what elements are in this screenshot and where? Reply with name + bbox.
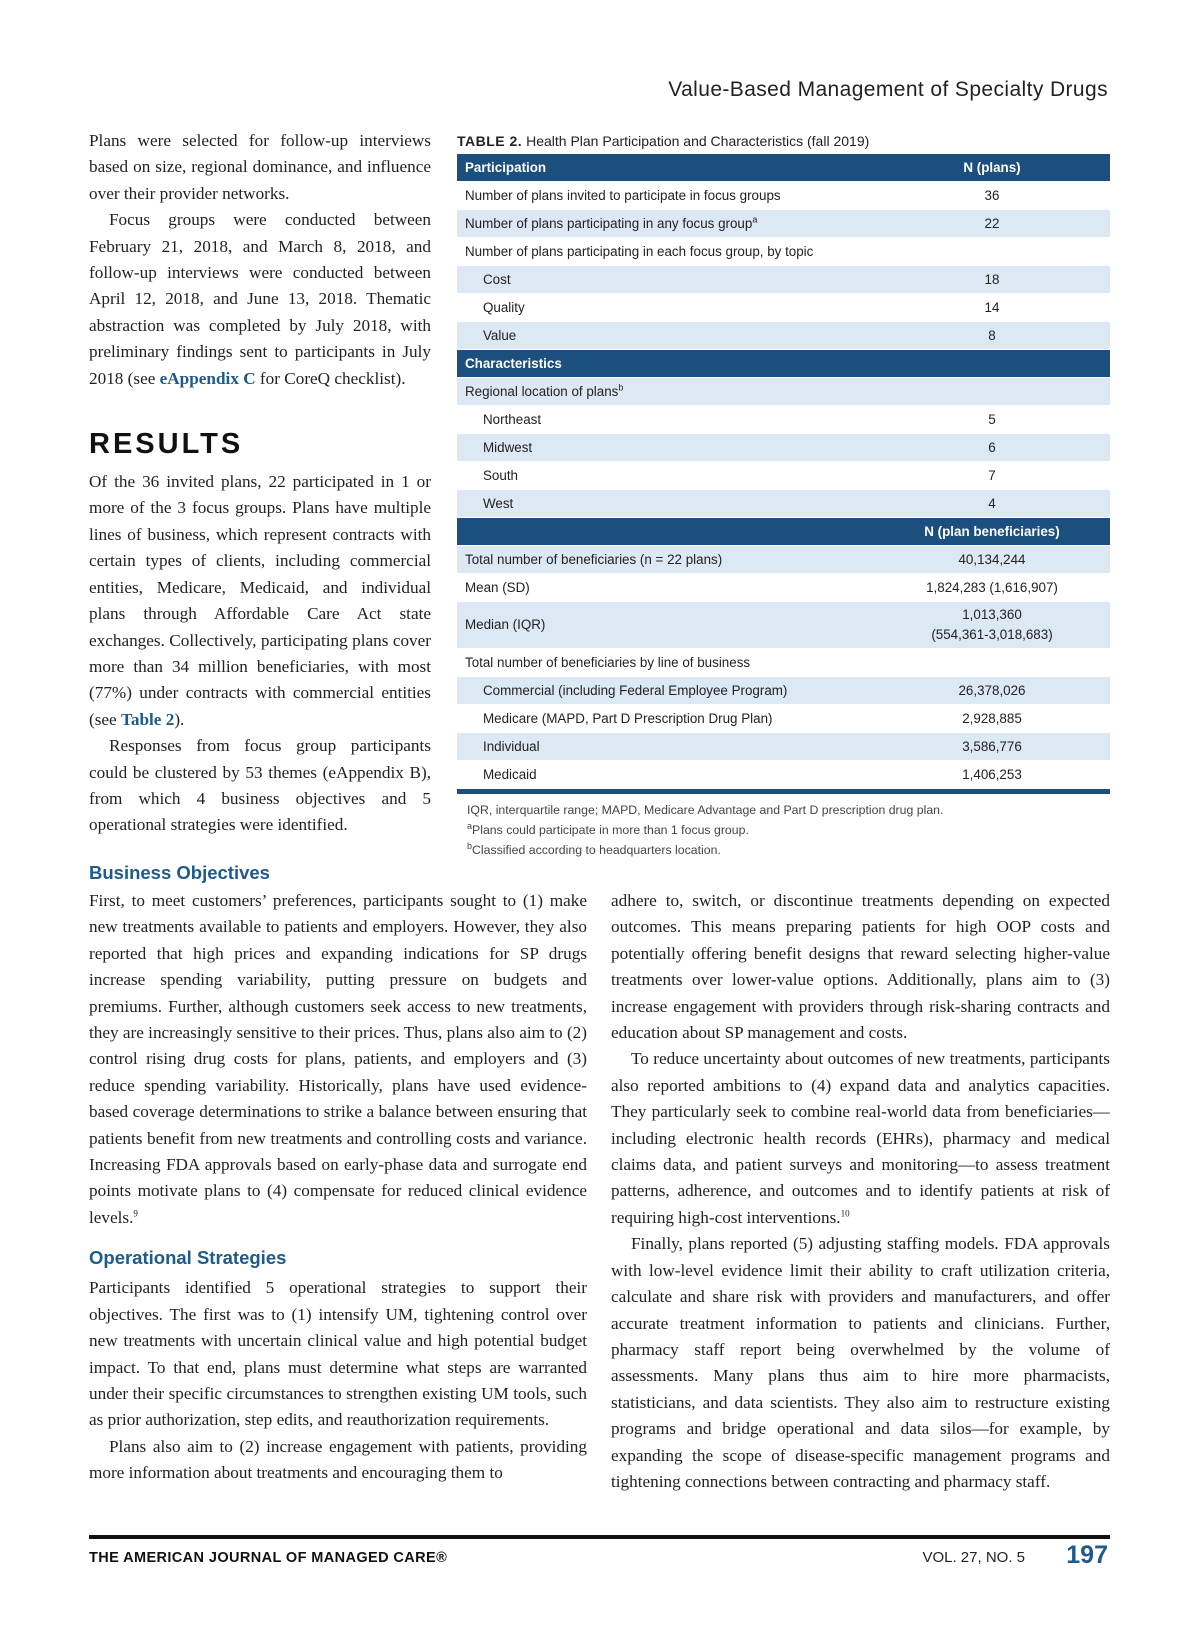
header-cell [457,518,874,546]
row-label: Total number of beneficiaries by line of business [457,649,874,677]
reference-mark: 10 [840,1208,850,1219]
table-row [457,677,1110,705]
table-2 [457,128,1110,860]
table-row [457,210,1110,238]
row-value: 40,134,244 [874,546,1110,574]
row-label: Mean (SD) [457,574,874,602]
table-grid [457,154,1110,789]
footer-journal-name: THE AMERICAN JOURNAL OF MANAGED CARE® [89,1550,448,1566]
table-row [457,238,1110,266]
header-cell: Participation [457,154,874,182]
results-heading: RESULTS [89,428,244,461]
row-label: Individual [457,733,874,761]
row-label: Commercial (including Federal Employee Program) [457,677,874,705]
row-value: 1,824,283 (1,616,907) [874,574,1110,602]
row-label: Cost [457,266,874,294]
row-value: 7 [874,462,1110,490]
paragraph-text: First, to meet customers’ preferences, participants sought to (1) make new treatments available to patients and employers. However, they also reported that high prices and expanding indications for SP drugs increase spending variability, putting pressure on budgets and premiums. Further, although customers seek access to new treatments, they are increasingly sensitive to their prices. Thus, plans also aim to (2) control rising drug costs for plans, patients, and employers and (3) reduce spending variability. Historically, plans have used evidence-based coverage determinations to strike a balance between ensuring that patients benefit from new treatments and controlling costs and variance. Increasing FDA approvals based on early-phase data and surrogate end points motivate plans to (4) compensate for reduced clinical evidence levels. [89,891,587,1227]
row-value: 5 [874,406,1110,434]
paragraph [89,469,431,733]
footer-volume: VOL. 27, NO. 5 [922,1549,1025,1566]
row-label: West [457,490,874,518]
row-value: 14 [874,294,1110,322]
paragraph [89,207,431,392]
row-value: 2,928,885 [874,705,1110,733]
table-row [457,266,1110,294]
row-label: Total number of beneficiaries (n = 22 plans) [457,546,874,574]
row-value: 36 [874,182,1110,210]
paragraph [611,1046,1110,1231]
table-header-row [457,518,1110,546]
row-label: Medicare (MAPD, Part D Prescription Drug Plan) [457,705,874,733]
reference-mark: 9 [133,1208,138,1219]
paragraph: Participants identified 5 operational strategies to support their objectives. The first was to (1) intensify UM, tightening control over new treatments with uncertain clinical value and high potential budget impact. To that end, plans must determine what steps are warranted under their specific circumstances to strengthen existing UM tools, such as prior authorization, step edits, and reauthorization requirements. [89,1278,587,1430]
footnote-mark: b [618,382,624,393]
paragraph: adhere to, switch, or discontinue treatments depending on expected outcomes. This means preparing patients for high OOP costs and potentially offering benefit designs that reward selecting higher-value treatments over lower-value options. Additionally, plans aim to (3) increase engagement with providers through risk-sharing contracts and education about SP management and costs. [611,891,1110,1043]
table-caption-text: Health Plan Participation and Characteristics (fall 2019) [526,133,870,149]
row-label: Number of plans participating in each focus group, by topic [457,238,874,266]
left-column [89,888,587,1487]
paragraph-text: for CoreQ checklist). [255,368,406,388]
paragraph: Plans also aim to (2) increase engagement with patients, providing more information about treatments and encouraging them to [89,1436,587,1483]
table-row [457,462,1110,490]
table-row [457,434,1110,462]
running-head: Value-Based Management of Specialty Drugs [668,78,1108,101]
row-label: South [457,462,874,490]
header-cell: Characteristics [457,350,874,378]
row-label: Median (IQR) [457,602,874,649]
table-row [457,761,1110,789]
footnote-mark: a [467,820,473,831]
table-row [457,406,1110,434]
footnote-mark: a [752,214,758,225]
row-value: 4 [874,490,1110,518]
header-cell: N (plans) [874,154,1110,182]
table-header-row [457,154,1110,182]
table-row [457,733,1110,761]
row-value: 18 [874,266,1110,294]
paragraph-text: ). [174,709,185,729]
row-value [874,602,1110,649]
row-label [457,378,874,406]
header-cell [874,350,1110,378]
table-row [457,490,1110,518]
paragraph-text: To reduce uncertainty about outcomes of new treatments, participants also reported ambitions to (4) expand data and analytics capacities. They particularly seek to combine real-world data from beneficiaries—including electronic health records (EHRs), pharmacy and medical claims data, and patient surveys and monitoring—to assess treatment patterns, adherence, and outcomes and to identify patients at risk of requiring high-cost interventions. [611,1049,1110,1227]
row-value-line: (554,361-3,018,683) [931,627,1053,642]
paragraph: Finally, plans reported (5) adjusting staffing models. FDA approvals with low-level evidence limit their ability to craft utilization criteria, calculate and share risk with providers and manufacturers, and offer accurate treatment information to patients and clinicians. Further, pharmacy staff report being overwhelmed by the volume of assessments. Many plans thus aim to hire more pharmacists, statisticians, and data scientists. They also aim to restructure existing programs and bridge operational and data silos—for example, by expanding the scope of disease-specific management programs and tightening connections between contracting and pharmacy staff. [611,1234,1110,1491]
business-objectives-heading: Business Objectives [89,862,270,883]
footnote-mark: b [467,840,473,851]
table-row [457,378,1110,406]
row-label-text: Regional location of plans [465,384,619,399]
table-caption [457,128,1110,154]
row-value: 22 [874,210,1110,238]
paragraph: Responses from focus group participants could be clustered by 53 themes (eAppendix B), from which 4 business objectives and 5 operational strategies were identified. [89,736,431,835]
paragraph: Plans were selected for follow-up interviews based on size, regional dominance, and influence over their provider networks. [89,131,431,203]
row-value: 1,406,253 [874,761,1110,789]
table-row [457,182,1110,210]
row-value [874,378,1110,406]
row-label: Value [457,322,874,350]
table-header-row [457,350,1110,378]
row-label: Medicaid [457,761,874,789]
row-label: Northeast [457,406,874,434]
row-label [457,210,874,238]
paragraph-text: Of the 36 invited plans, 22 participated in 1 or more of the 3 focus groups. Plans have multiple lines of business, which represent contracts with certain types of clients, including commercial entities, Medicare, Medicaid, and individual plans through Affordable Care Act state exchanges. Collectively, participating plans cover more than 34 million beneficiaries, with most (77%) under contracts with commercial entities (see [89,472,431,729]
footnote-a [457,820,1110,840]
row-value-line: 1,013,360 [962,607,1022,622]
row-value [874,238,1110,266]
row-value: 6 [874,434,1110,462]
header-cell: N (plan beneficiaries) [874,518,1110,546]
paragraph [89,888,587,1231]
table-row [457,574,1110,602]
row-label-text: Number of plans participating in any focus group [465,216,753,231]
footnote-text: Classified according to headquarters location. [472,843,721,857]
table-row [457,546,1110,574]
intro-column [89,128,431,839]
table-2-link[interactable]: Table 2 [120,709,175,729]
row-value: 3,586,776 [874,733,1110,761]
page-number: 197 [1066,1541,1108,1569]
footnote-b [457,840,1110,860]
paragraph-text: Focus groups were conducted between February 21, 2018, and March 8, 2018, and follow-up interviews were conducted between April 12, 2018, and June 13, 2018. Thematic abstraction was completed by July 2018, with preliminary findings sent to participants in July 2018 (see [89,210,431,388]
footer-rule [89,1535,1110,1539]
table-row [457,294,1110,322]
row-label: Midwest [457,434,874,462]
eappendix-c-link[interactable]: eAppendix C [159,368,256,388]
row-label: Number of plans invited to participate in focus groups [457,182,874,210]
table-row [457,602,1110,649]
row-value [874,649,1110,677]
row-label: Quality [457,294,874,322]
table-footnotes [457,800,1110,860]
table-row [457,705,1110,733]
operational-strategies-heading: Operational Strategies [89,1247,287,1269]
footnote-text: Plans could participate in more than 1 focus group. [472,823,749,837]
footnote-abbrev: IQR, interquartile range; MAPD, Medicare Advantage and Part D prescription drug plan. [467,803,944,817]
row-value: 26,378,026 [874,677,1110,705]
table-bottom-rule [457,789,1110,794]
row-value: 8 [874,322,1110,350]
table-row [457,649,1110,677]
table-row [457,322,1110,350]
table-label: TABLE 2. [457,133,523,149]
right-column [611,888,1110,1495]
